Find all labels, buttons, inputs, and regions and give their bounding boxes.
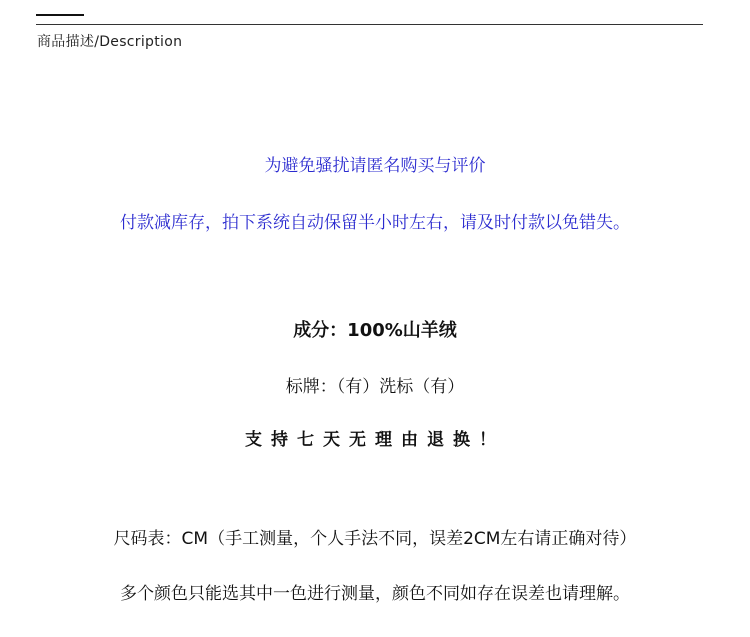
material-composition: 成分：100%山羊绒 — [293, 320, 457, 341]
privacy-notice: 为避免骚扰请匿名购买与评价 — [264, 156, 486, 176]
heading-divider — [36, 24, 703, 25]
size-chart-note: 尺码表：CM（手工测量，个人手法不同，误差2CM左右请正确对待） — [113, 529, 637, 549]
heading-accent-bar — [36, 14, 84, 16]
stock-notice: 付款减库存，拍下系统自动保留半小时左右，请及时付款以免错失。 — [120, 213, 630, 233]
section-heading: 商品描述/Description — [37, 34, 183, 50]
color-measurement-note: 多个颜色只能选其中一色进行测量，颜色不同如存在误差也请理解。 — [120, 584, 630, 604]
label-info: 标牌：（有）洗标（有） — [285, 377, 465, 397]
return-policy: 支持七天无理由退换！ — [245, 430, 505, 450]
